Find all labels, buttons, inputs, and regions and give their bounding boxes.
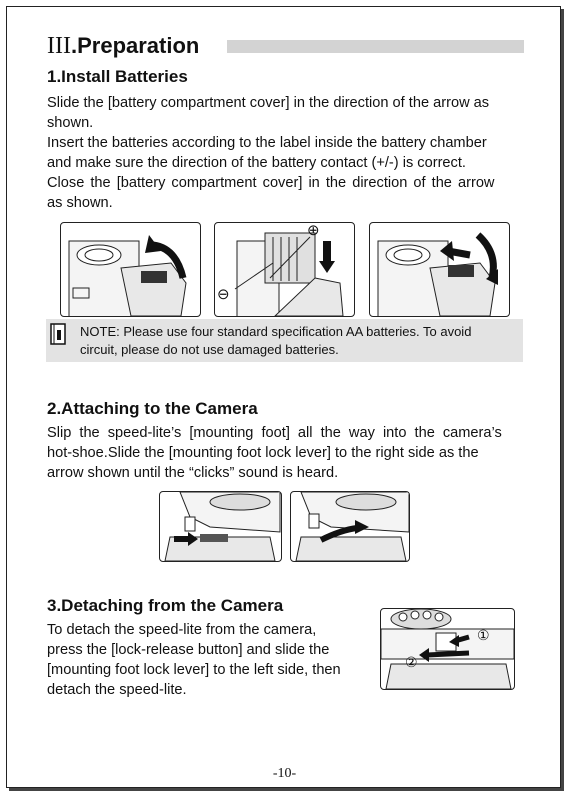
install-line: shown. — [47, 115, 94, 131]
note-icon — [49, 322, 69, 353]
install-line: and make sure the direction of the battery contact (+/-) is correct. — [47, 155, 466, 171]
step-2-icon: ② — [405, 654, 418, 670]
detach-line: detach the speed-lite. — [47, 682, 187, 698]
install-text — [47, 93, 525, 213]
section-title: .Preparation — [70, 33, 200, 58]
page-number: -10- — [272, 766, 297, 781]
install-line: as shown. — [47, 195, 113, 211]
figure-close-cover — [369, 222, 510, 317]
step-1-icon: ① — [477, 627, 490, 643]
note-line: NOTE: Please use four standard specification AA batteries. To avoid — [80, 324, 472, 339]
figure-attach-mount — [159, 491, 282, 562]
install-heading: 1.Install Batteries — [47, 67, 188, 86]
install-line: Close the [battery compartment cover] in the direction of the arrow — [47, 175, 495, 191]
attach-line: Slip the speed-lite’s [mounting foot] all the way into the camera’s — [47, 425, 502, 441]
detach-line: To detach the speed-lite from the camera, — [47, 622, 317, 638]
figure-attach-slide — [290, 491, 410, 562]
figure-detach — [380, 608, 515, 690]
detach-text — [47, 620, 377, 700]
install-line: Insert the batteries according to the label inside the battery chamber — [47, 135, 487, 151]
figure-slide-cover — [60, 222, 201, 317]
detach-line: press the [lock-release button] and slide the — [47, 642, 330, 658]
title-bar — [227, 40, 524, 53]
section-numeral: III — [47, 33, 71, 59]
note-line: circuit, please do not use damaged batteries. — [80, 342, 339, 357]
attach-heading: 2.Attaching to the Camera — [47, 399, 258, 418]
attach-text — [47, 423, 525, 483]
figure-insert-batteries — [214, 222, 355, 317]
detach-heading: 3.Detaching from the Camera — [47, 596, 284, 615]
section-heading — [47, 33, 199, 60]
plus-icon: ⊕ — [307, 222, 320, 239]
minus-icon: ⊖ — [217, 286, 230, 303]
install-line: Slide the [battery compartment cover] in the direction of the arrow as — [47, 95, 490, 111]
detach-line: [mounting foot lock lever] to the left side, then — [47, 662, 341, 678]
attach-line: arrow shown until the “clicks” sound is heard. — [47, 465, 339, 481]
attach-line: hot-shoe.Slide the [mounting foot lock lever] to the right side as the — [47, 445, 479, 461]
note-text — [80, 323, 520, 359]
